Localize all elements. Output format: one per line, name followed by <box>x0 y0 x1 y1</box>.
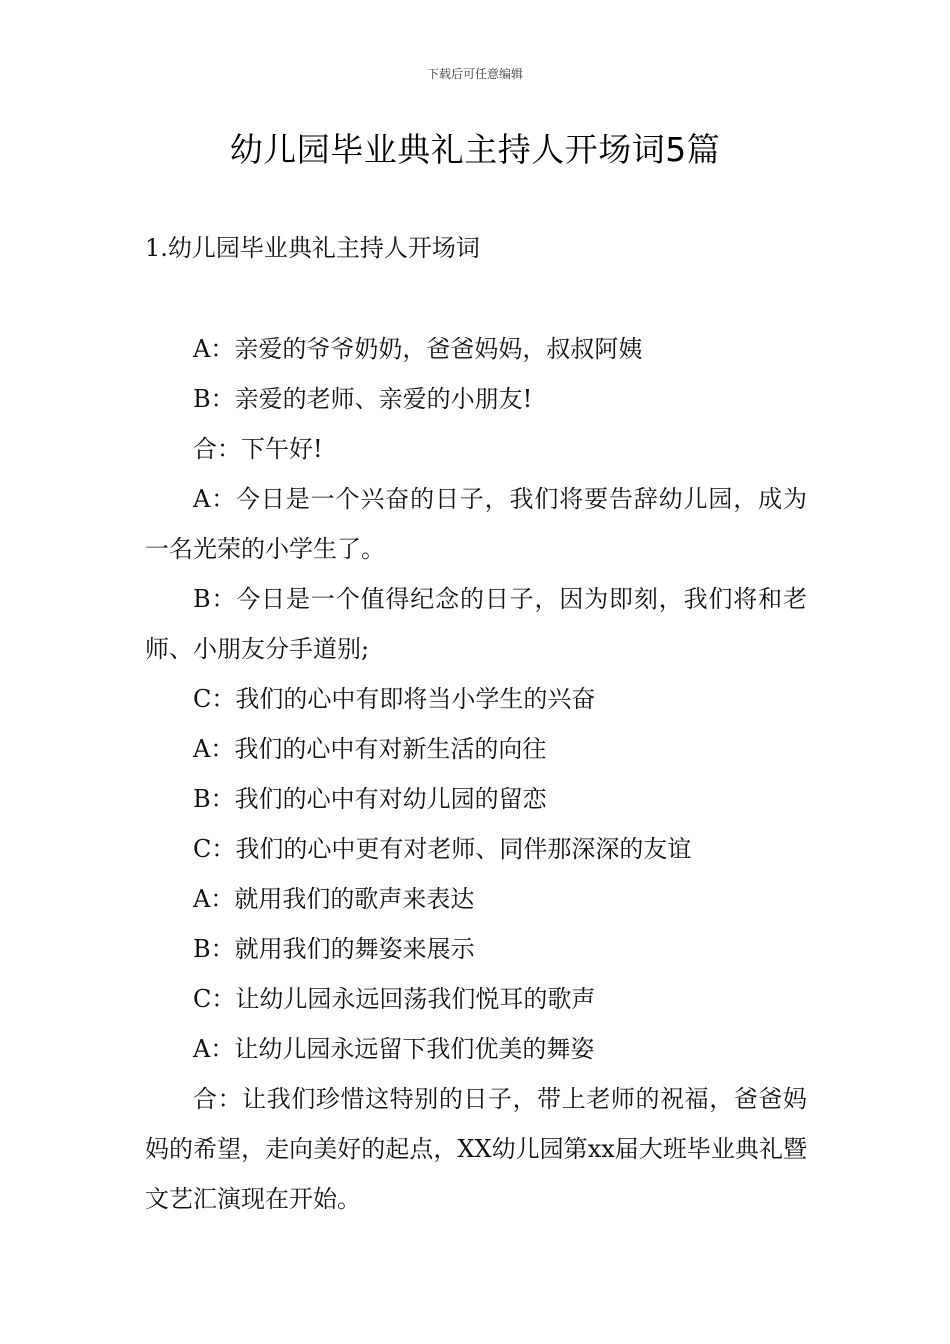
document-body <box>145 324 807 1224</box>
paragraph: B：我们的心中有对幼儿园的留恋 <box>193 785 547 813</box>
header-note: 下载后可任意编辑 <box>426 67 523 81</box>
paragraph: A：亲爱的爷爷奶奶，爸爸妈妈，叔叔阿姨 <box>193 335 643 363</box>
paragraph: A：今日是一个兴奋的日子，我们将要告辞幼儿园，成为一名光荣的小学生了。 <box>145 485 807 563</box>
paragraph: C：我们的心中更有对老师、同伴那深深的友谊 <box>193 835 692 863</box>
paragraph: B：亲爱的老师、亲爱的小朋友! <box>193 385 533 413</box>
paragraph: C：我们的心中有即将当小学生的兴奋 <box>193 685 596 713</box>
paragraph: B：今日是一个值得纪念的日子，因为即刻，我们将和老师、小朋友分手道别; <box>145 585 807 663</box>
paragraph: A：就用我们的歌声来表达 <box>193 885 475 913</box>
paragraph: C：让幼儿园永远回荡我们悦耳的歌声 <box>193 985 596 1013</box>
paragraph: A：让幼儿园永远留下我们优美的舞姿 <box>193 1035 595 1063</box>
document-title: 幼儿园毕业典礼主持人开场词5篇 <box>229 130 721 169</box>
paragraph: 合：下午好! <box>193 435 323 463</box>
section-heading: 1.幼儿园毕业典礼主持人开场词 <box>145 234 480 262</box>
paragraph: A：我们的心中有对新生活的向往 <box>193 735 547 763</box>
paragraph: 合：让我们珍惜这特别的日子，带上老师的祝福，爸爸妈妈的希望，走向美好的起点，XX幼儿园第xx届大班毕业典礼暨文艺汇演现在开始。 <box>145 1085 807 1213</box>
paragraph: B：就用我们的舞姿来展示 <box>193 935 475 963</box>
